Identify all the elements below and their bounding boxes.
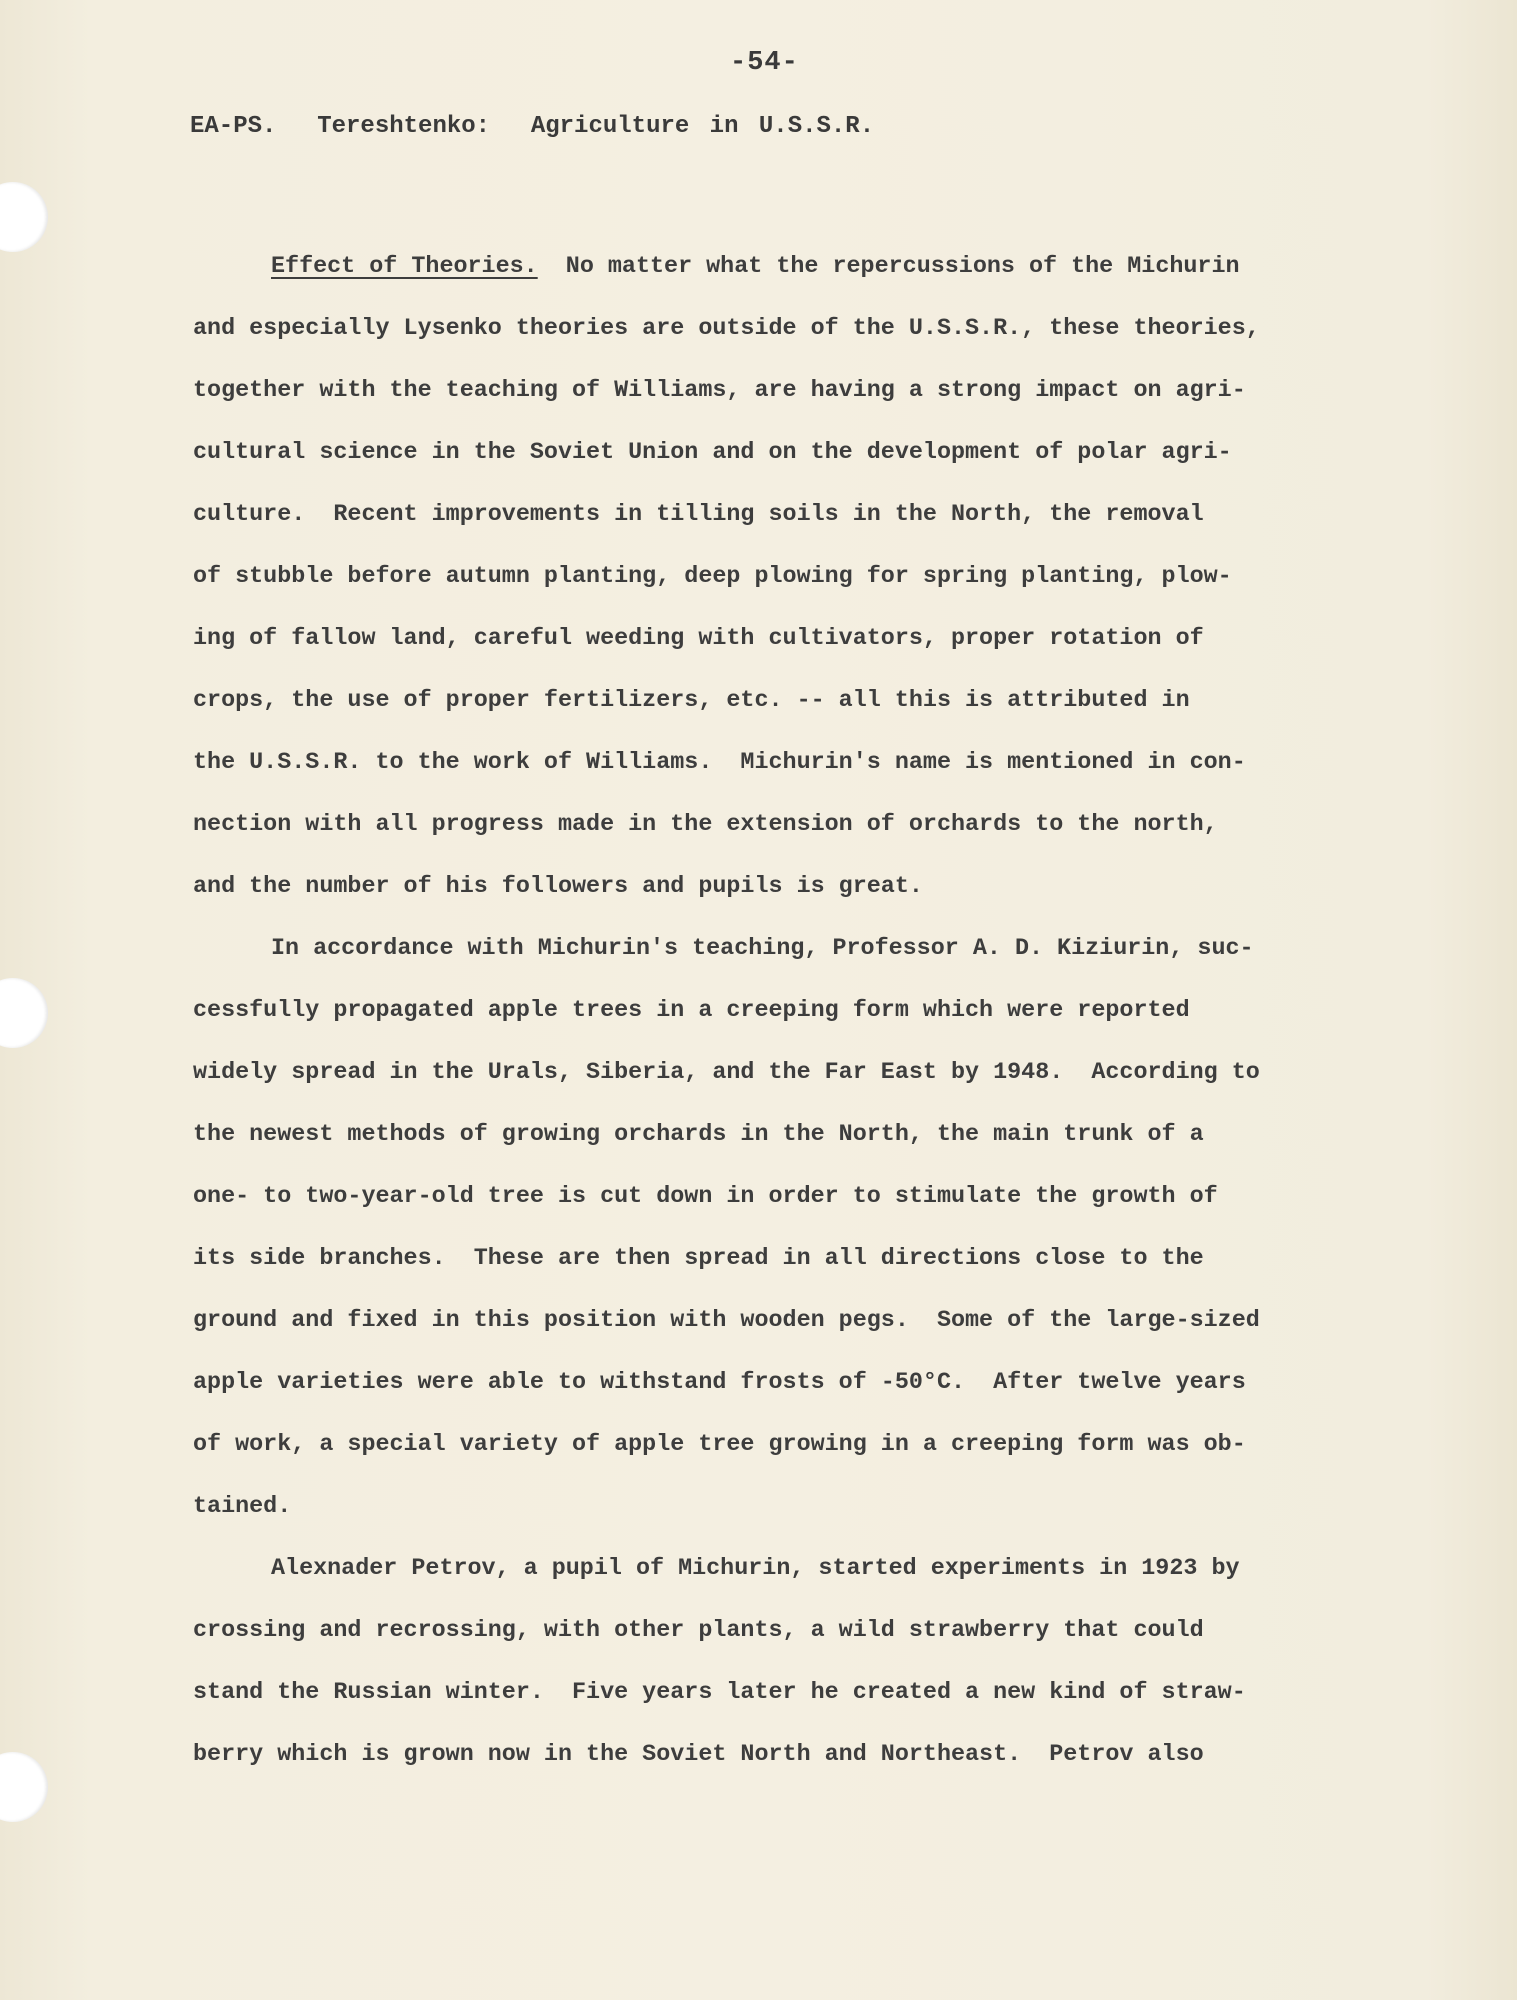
text-line: its side branches. These are then spread in all directions close to the [193, 1246, 1204, 1272]
text-line: crossing and recrossing, with other plants, a wild strawberry that could [193, 1618, 1204, 1644]
text-line: culture. Recent improvements in tilling soils in the North, the removal [193, 502, 1204, 528]
text-line: of stubble before autumn planting, deep plowing for spring planting, plow- [193, 564, 1232, 590]
text-line: of work, a special variety of apple tree growing in a creeping form was ob- [193, 1432, 1246, 1458]
text-line: tained. [193, 1494, 292, 1520]
text-line: ing of fallow land, careful weeding with cultivators, proper rotation of [193, 626, 1204, 652]
text-line: the U.S.S.R. to the work of Williams. Michurin's name is mentioned in con- [193, 750, 1246, 776]
text-line [193, 236, 1383, 298]
text-line: apple varieties were able to withstand frosts of -50°C. After twelve years [193, 1370, 1246, 1396]
page-number: -54- [730, 48, 799, 78]
text-line: widely spread in the Urals, Siberia, and the Far East by 1948. According to [193, 1060, 1260, 1086]
text-line: and especially Lysenko theories are outside of the U.S.S.R., these theories, [193, 316, 1260, 342]
text-line: and the number of his followers and pupils is great. [193, 874, 923, 900]
text-line: In accordance with Michurin's teaching, Professor A. D. Kiziurin, suc- [271, 936, 1254, 962]
punch-hole-bottom [0, 1752, 48, 1822]
text-line: cessfully propagated apple trees in a creeping form which were reported [193, 998, 1190, 1024]
text-line: stand the Russian winter. Five years later he created a new kind of straw- [193, 1680, 1246, 1706]
text-line: together with the teaching of Williams, are having a strong impact on agri- [193, 378, 1246, 404]
text-line: Alexnader Petrov, a pupil of Michurin, started experiments in 1923 by [271, 1556, 1240, 1582]
text-line: nection with all progress made in the extension of orchards to the north, [193, 812, 1218, 838]
punch-hole-middle [0, 978, 48, 1048]
body-text [193, 236, 1383, 1786]
text-line: the newest methods of growing orchards in the North, the main trunk of a [193, 1122, 1204, 1148]
text-line-segment: No matter what the repercussions of the Michurin [537, 254, 1240, 280]
text-line: cultural science in the Soviet Union and on the development of polar agri- [193, 440, 1232, 466]
text-line: berry which is grown now in the Soviet North and Northeast. Petrov also [193, 1742, 1204, 1768]
punch-hole-top [0, 182, 48, 252]
text-line: one- to two-year-old tree is cut down in order to stimulate the growth of [193, 1184, 1218, 1210]
running-head: EA-PS. Tereshtenko: Agriculture in U.S.S.R. [190, 113, 875, 140]
text-line: crops, the use of proper fertilizers, etc. -- all this is attributed in [193, 688, 1190, 714]
text-line: ground and fixed in this position with wooden pegs. Some of the large-sized [193, 1308, 1260, 1334]
section-heading: Effect of Theories. [271, 254, 538, 280]
